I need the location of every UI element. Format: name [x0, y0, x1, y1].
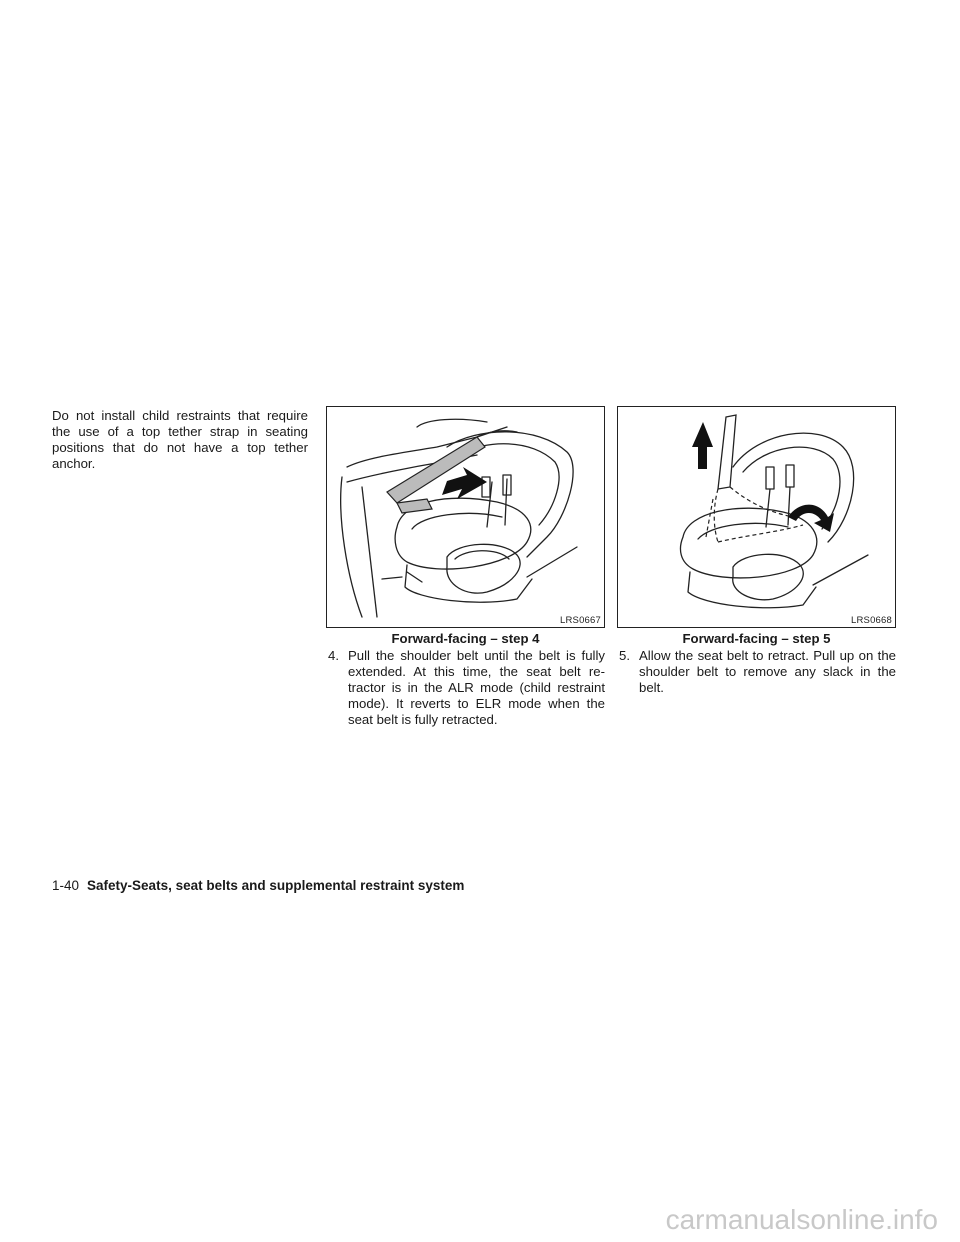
figure-caption-step-4: Forward-facing – step 4 — [391, 631, 540, 646]
intro-paragraph: Do not install child restraints that require the use of a top tether strap in seating positions that do not have a top tether anchor. — [52, 408, 308, 471]
step-4 — [326, 648, 605, 728]
section-title: Safety-Seats, seat belts and supplemental restraint system — [87, 878, 465, 893]
figure-step-4 — [326, 406, 605, 628]
watermark: carmanualsonline.info — [665, 1204, 938, 1235]
figure-code: LRS0668 — [850, 615, 892, 626]
step-number: 5. — [619, 648, 630, 663]
figure-caption-step-5: Forward-facing – step 5 — [682, 631, 831, 646]
step-5 — [617, 648, 896, 696]
figure-step-5 — [617, 406, 896, 628]
child-seat-illustration-step-5 — [618, 407, 895, 627]
page-footer — [52, 877, 464, 895]
page-number: 1-40 — [52, 878, 80, 893]
step-text: Pull the shoulder belt until the belt is fully extended. At this time, the seat belt re-tractor is in the ALR mode (child restraint mode). It reverts to ELR mode when the seat belt is fully retracted. — [348, 648, 605, 727]
child-seat-illustration-step-4 — [327, 407, 604, 627]
step-text: Allow the seat belt to retract. Pull up on the shoulder belt to remove any slack in the belt. — [639, 648, 896, 695]
figure-code: LRS0667 — [559, 615, 601, 626]
step-number: 4. — [328, 648, 339, 663]
